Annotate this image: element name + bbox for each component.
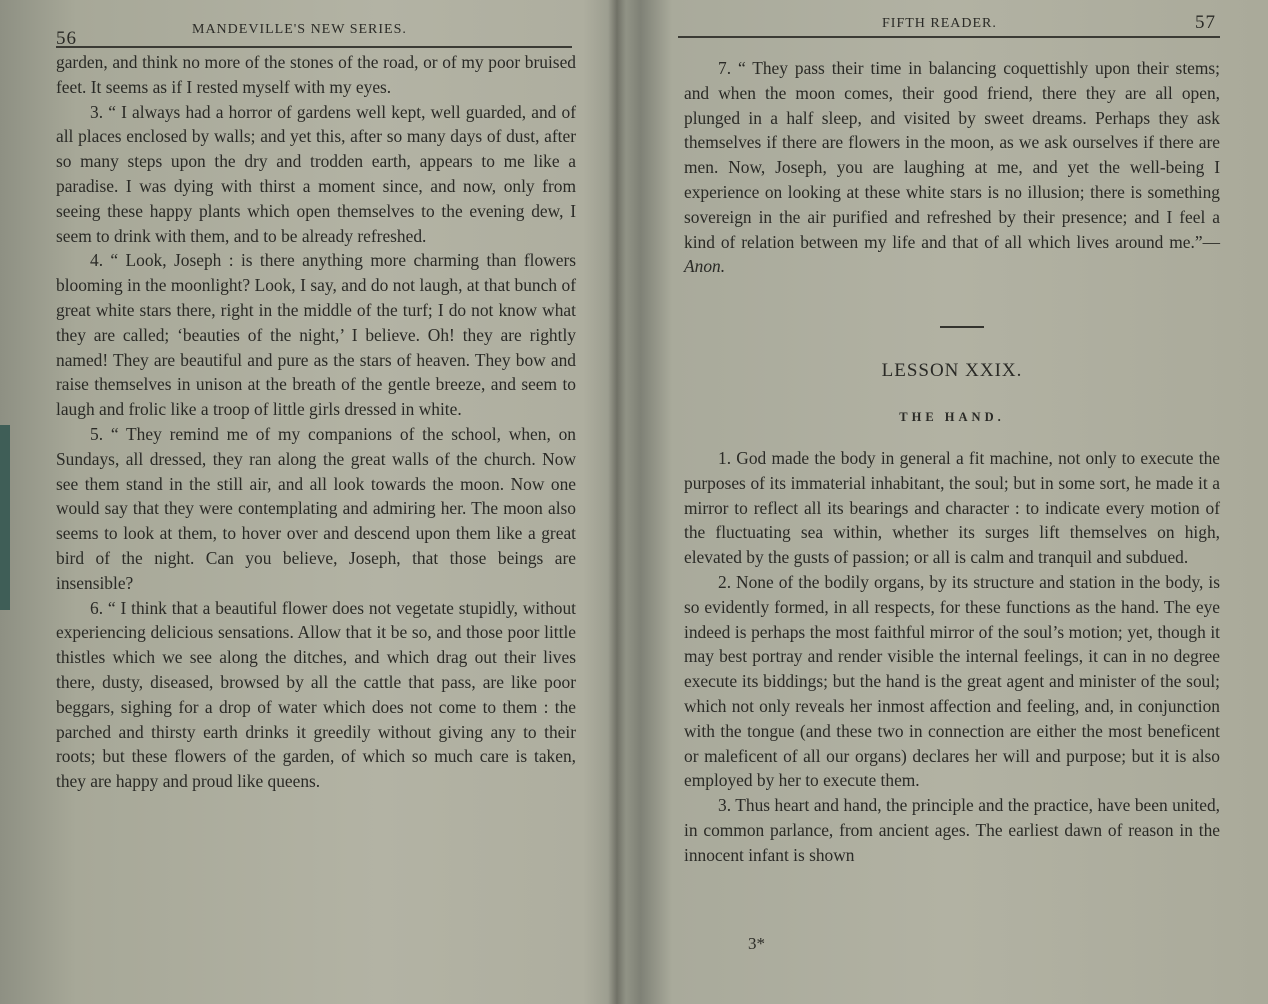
lesson-title: LESSON XXIX. (881, 360, 1023, 381)
left-page-number: 56 (56, 28, 77, 49)
paragraph-3: 3. “ I always had a horror of gardens well kept, well guarded, and of all places enclosed by walls; and yet this, after so many days of dust, after so many steps upon the dry and trodden earth, appears to me like a paradise. I was dying with thirst a moment since, and now, only from seeing these happy plants which open themselves to the evening dew, I seem to drink with them, and to be already refreshed. (56, 101, 576, 246)
paragraph-7-text: 7. “ They pass their time in balancing coquettishly upon their stems; and when the moon comes, their good friend, there they are all open, plunged in a half sleep, and visited by sweet dreams. Perhaps they ask themselves if there are flowers in the moon, as we ask ourselves if there are men. Now, Joseph, you are laughing at me, and yet the well-being I experience on looking at these white stars is no illusion; there is something sovereign in the air purified and refreshed by their presence; and I feel a kind of relation between my life and that of all which lives around me.”— (684, 58, 1220, 252)
lesson-paragraph-3: 3. Thus heart and hand, the principle and the practice, have been united, in common parlance, from ancient ages. The earliest dawn of reason in the innocent infant is shown (684, 795, 1220, 865)
right-running-head: FIFTH READER. (882, 16, 997, 31)
section-divider (940, 326, 984, 328)
signature-mark: 3* (748, 934, 765, 953)
book-spine (608, 0, 626, 1004)
right-page-header (684, 12, 1220, 36)
lesson-paragraph-2: 2. None of the bodily organs, by its structure and station in the body, is so evidently formed, in all respects, for these functions as the hand. The eye indeed is perhaps the most faithful mirror of the soul’s motion; yet, though it may best portray and render visible the internal feelings, it can in no degree execute its biddings; but the hand is the great agent and minister of the soul; which not only reveals her inmost affection and feeling, and, in conjunction with the tongue (and these two in connection are either the most beneficent or maleficent of all our organs) declares her will and purpose; but it is also employed by her to execute them. (684, 571, 1220, 791)
lesson-paragraph-1: 1. God made the body in general a fit machine, not only to execute the purposes of its immaterial inhabitant, the soul; but in some sort, he made it a mirror to reflect all its bearings and character : to indicate every motion of the fluctuating sea within, whether its surges lift themselves on high, elevated by the gusts of passion; or all is calm and tranquil and subdued. (684, 448, 1220, 568)
left-header-rule (56, 46, 572, 48)
left-running-head: MANDEVILLE'S NEW SERIES. (192, 22, 407, 37)
left-page-text (56, 50, 576, 794)
page-edge-tab (0, 425, 10, 610)
paragraph-7-author: Anon. (684, 256, 726, 277)
lesson-subtitle: THE HAND. (899, 410, 1005, 424)
right-page-text-top (684, 56, 1220, 279)
paragraph-continued: garden, and think no more of the stones of the road, or of my poor bruised feet. It seems as if I rested myself with my eyes. (56, 52, 576, 97)
paragraph-5: 5. “ They remind me of my companions of the school, when, on Sundays, all dressed, they ran along the great walls of the church. Now see them stand in the still air, and all look towards the moon. Now one would say that they were contemplating and admiring her. The moon also seems to look at them, to hover over and descend upon them like a great bird of the night. Can you believe, Joseph, that those beings are insensible? (56, 423, 576, 593)
right-page (684, 0, 1220, 1004)
paragraph-7 (684, 56, 1220, 279)
left-page (56, 0, 576, 1004)
paragraph-4: 4. “ Look, Joseph : is there anything more charming than flowers blooming in the moonlight? Look, I say, and do not laugh, at that bunch of great white stars there, right in the middle of the turf; I do not know what they are called; ‘beauties of the night,’ I believe. Oh! they are rightly named! They are beautiful and pure as the stars of heaven. They bow and raise themselves in unison at the breath of the gentle breeze, and seem to laugh and frolic like a troop of little girls dressed in white. (56, 250, 576, 420)
right-header-rule (678, 36, 1220, 38)
right-page-text-body (684, 446, 1220, 868)
paragraph-6: 6. “ I think that a beautiful flower does not vegetate stupidly, without experiencing delicious sensations. Allow that it be so, and those poor little thistles which we see along the ditches, and which drag out their lives there, dusty, diseased, browsed by all the cattle that pass, are like poor beggars, sighing for a drop of water which does not come to them : the parched and thirsty earth drinks it greedily without giving any to their roots; but these flowers of the garden, of which so much care is taken, they are happy and proud like queens. (56, 597, 576, 792)
right-page-number: 57 (1195, 12, 1216, 33)
left-page-header (56, 12, 576, 49)
